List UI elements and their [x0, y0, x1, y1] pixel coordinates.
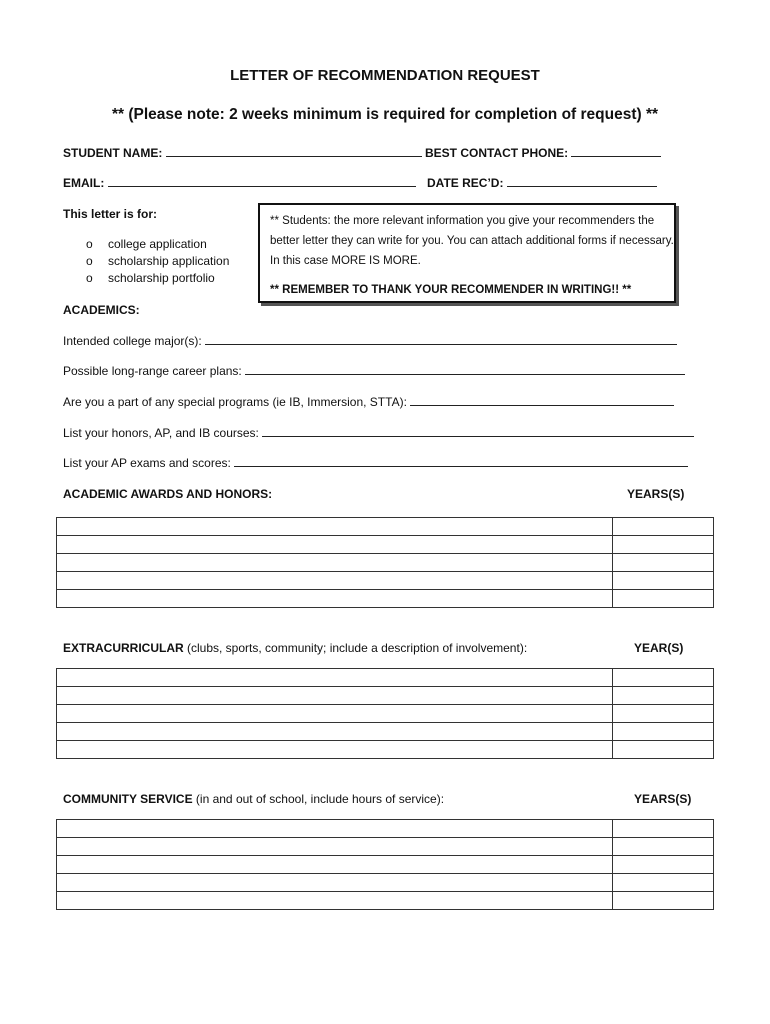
service-cell[interactable] — [57, 820, 613, 838]
question-row — [63, 363, 685, 378]
extracurricular-years-label: YEAR(S) — [634, 641, 684, 655]
activity-cell[interactable] — [57, 705, 613, 723]
years-cell[interactable] — [613, 741, 714, 759]
academics-heading: ACADEMICS: — [63, 303, 140, 317]
email-field[interactable] — [108, 175, 416, 187]
table-row — [57, 669, 714, 687]
table-row — [57, 820, 714, 838]
award-cell[interactable] — [57, 572, 613, 590]
option-label: college application — [108, 237, 207, 251]
question-row — [63, 425, 694, 440]
extracurricular-heading: EXTRACURRICULAR — [63, 641, 184, 655]
option-college-application[interactable] — [86, 236, 229, 253]
option-label: scholarship application — [108, 254, 230, 268]
best-contact-phone-field[interactable] — [571, 145, 661, 157]
service-cell[interactable] — [57, 892, 613, 910]
option-label: scholarship portfolio — [108, 271, 215, 285]
table-row — [57, 687, 714, 705]
table-row — [57, 892, 714, 910]
question-label: Intended college major(s): — [63, 334, 202, 348]
table-row — [57, 723, 714, 741]
community-heading: COMMUNITY SERVICE — [63, 792, 193, 806]
awards-heading: ACADEMIC AWARDS AND HONORS: — [63, 487, 273, 501]
option-bullet: o — [86, 237, 93, 251]
years-cell[interactable] — [613, 687, 714, 705]
table-row — [57, 705, 714, 723]
table-row — [57, 874, 714, 892]
career-plans-field[interactable] — [245, 363, 685, 375]
award-cell[interactable] — [57, 554, 613, 572]
community-years-label: YEARS(S) — [634, 792, 692, 806]
years-cell[interactable] — [613, 705, 714, 723]
years-cell[interactable] — [613, 856, 714, 874]
table-row — [57, 741, 714, 759]
option-scholarship-application[interactable] — [86, 253, 229, 270]
email-row — [63, 175, 416, 190]
best-contact-phone-label: BEST CONTACT PHONE: — [425, 146, 569, 160]
instructions-callout — [258, 203, 676, 303]
activity-cell[interactable] — [57, 687, 613, 705]
activity-cell[interactable] — [57, 669, 613, 687]
years-cell[interactable] — [613, 723, 714, 741]
years-cell[interactable] — [613, 554, 714, 572]
table-row — [57, 572, 714, 590]
date-recd-row — [427, 175, 657, 190]
years-cell[interactable] — [613, 892, 714, 910]
years-cell[interactable] — [613, 838, 714, 856]
years-cell[interactable] — [613, 590, 714, 608]
years-cell[interactable] — [613, 874, 714, 892]
community-heading-row — [63, 792, 444, 806]
table-row — [57, 554, 714, 572]
date-recd-field[interactable] — [507, 175, 657, 187]
award-cell[interactable] — [57, 536, 613, 554]
student-name-field[interactable] — [166, 145, 422, 157]
letter-for-options — [86, 236, 229, 287]
table-row — [57, 838, 714, 856]
years-cell[interactable] — [613, 669, 714, 687]
option-bullet: o — [86, 271, 93, 285]
option-scholarship-portfolio[interactable] — [86, 270, 229, 287]
community-table — [56, 819, 714, 910]
table-row — [57, 856, 714, 874]
question-row — [63, 333, 677, 348]
years-cell[interactable] — [613, 572, 714, 590]
activity-cell[interactable] — [57, 741, 613, 759]
ap-exams-field[interactable] — [234, 455, 688, 467]
page-title: LETTER OF RECOMMENDATION REQUEST — [230, 67, 540, 84]
service-cell[interactable] — [57, 874, 613, 892]
date-recd-label: DATE REC’D: — [427, 176, 504, 190]
special-programs-field[interactable] — [410, 394, 674, 406]
extracurricular-description: (clubs, sports, community; include a description of involvement): — [183, 641, 528, 655]
student-name-label: STUDENT NAME: — [63, 146, 163, 160]
phone-row — [425, 145, 661, 160]
years-cell[interactable] — [613, 820, 714, 838]
option-bullet: o — [86, 254, 93, 268]
deadline-note: ** (Please note: 2 weeks minimum is required for completion of request) ** — [111, 106, 659, 123]
extracurricular-heading-row — [63, 641, 527, 655]
activity-cell[interactable] — [57, 723, 613, 741]
question-row — [63, 455, 688, 470]
award-cell[interactable] — [57, 518, 613, 536]
years-cell[interactable] — [613, 518, 714, 536]
table-row — [57, 590, 714, 608]
years-cell[interactable] — [613, 536, 714, 554]
award-cell[interactable] — [57, 590, 613, 608]
table-row — [57, 536, 714, 554]
intended-major-field[interactable] — [205, 333, 677, 345]
community-description: (in and out of school, include hours of service): — [192, 792, 445, 806]
table-row — [57, 518, 714, 536]
callout-reminder: ** REMEMBER TO THANK YOUR RECOMMENDER IN WRITING!! ** — [270, 284, 632, 296]
awards-years-label: YEARS(S) — [627, 487, 685, 501]
service-cell[interactable] — [57, 838, 613, 856]
honors-courses-field[interactable] — [262, 425, 694, 437]
question-label: List your honors, AP, and IB courses: — [63, 426, 259, 440]
letter-for-label: This letter is for: — [63, 207, 158, 221]
email-label: EMAIL: — [63, 176, 105, 190]
callout-text: ** Students: the more relevant information you give your recommenders the better letter they can write for you. You can attach additional forms if necessary. In this case MORE IS MORE. — [270, 215, 674, 267]
extracurricular-table — [56, 668, 714, 759]
awards-table — [56, 517, 714, 608]
question-row — [63, 394, 674, 409]
student-name-row — [63, 145, 422, 160]
service-cell[interactable] — [57, 856, 613, 874]
question-label: Possible long-range career plans: — [63, 364, 242, 378]
question-label: List your AP exams and scores: — [63, 456, 231, 470]
question-label: Are you a part of any special programs (ie IB, Immersion, STTA): — [63, 395, 407, 409]
